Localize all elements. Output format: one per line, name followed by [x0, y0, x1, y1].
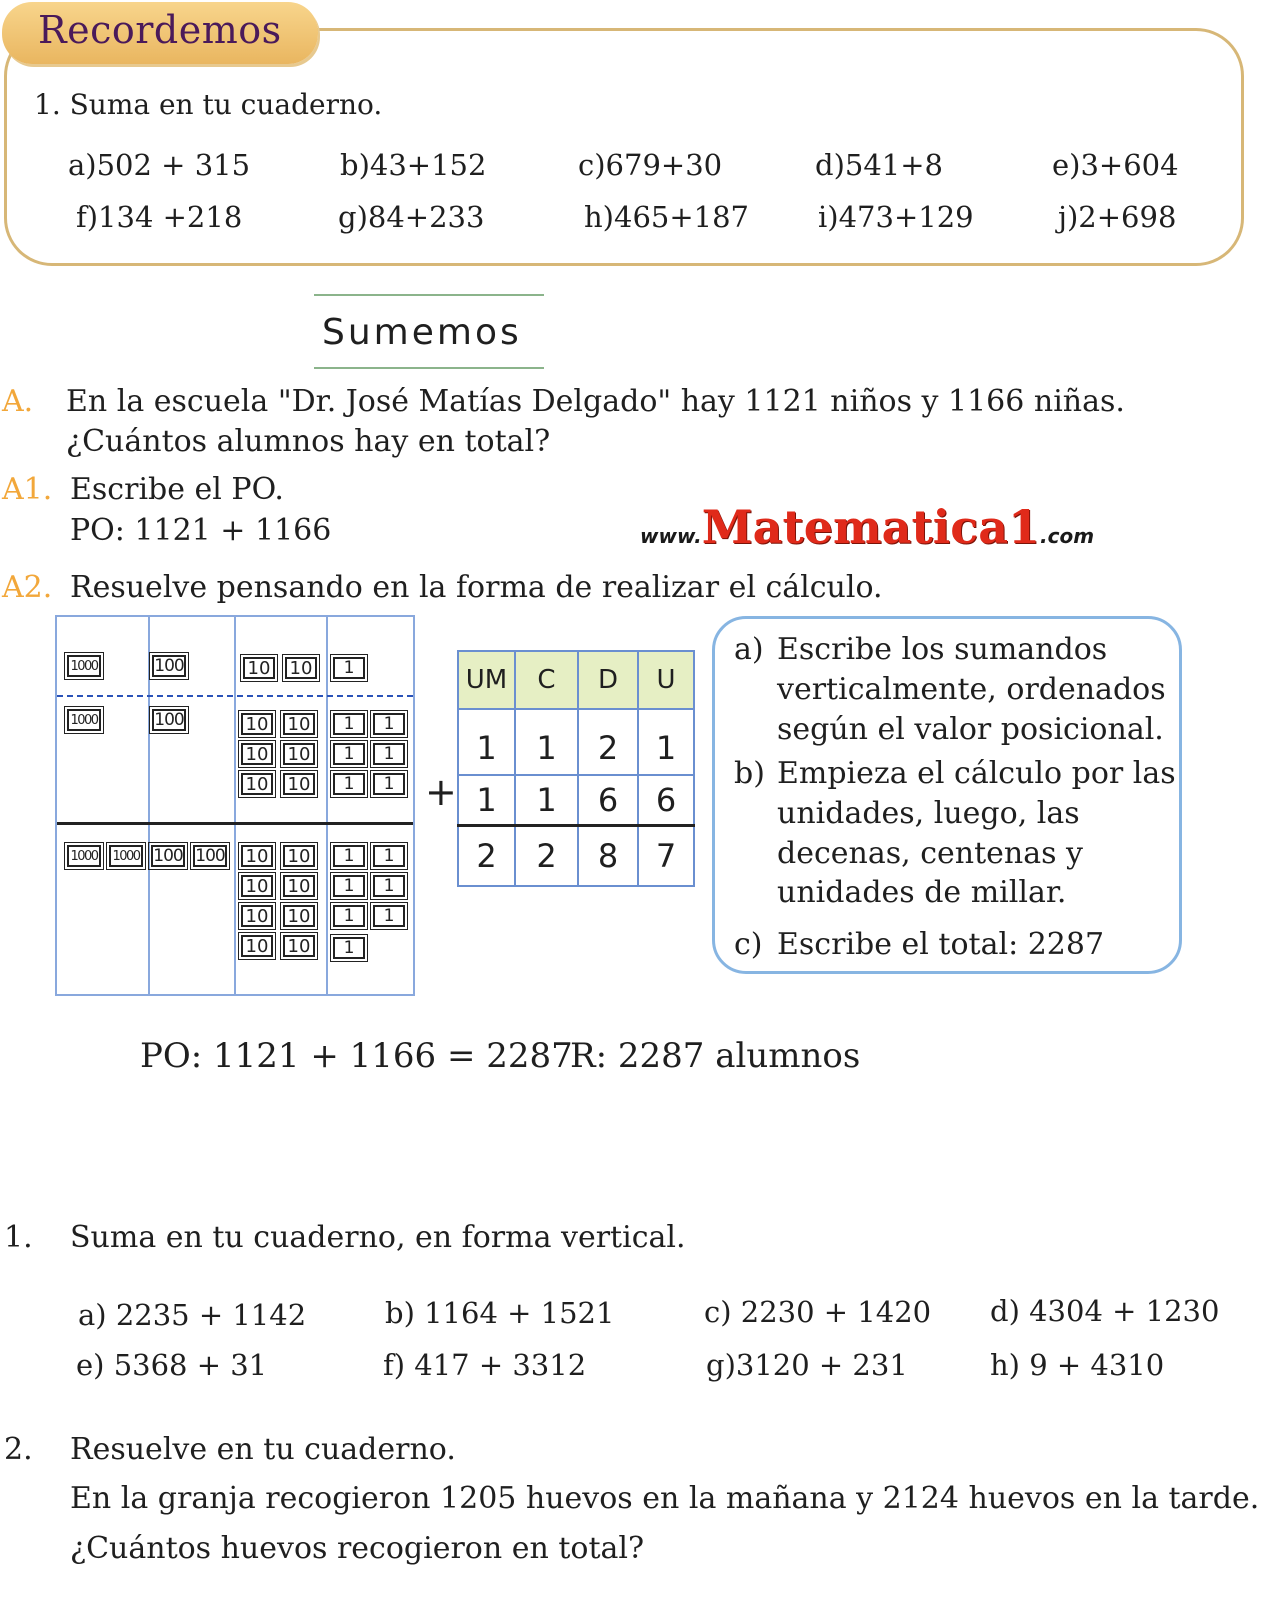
recordemos-exercise-b: b)43+152 — [340, 148, 487, 182]
exercise1-item-d: d) 4304 + 1230 — [990, 1294, 1220, 1328]
thousand-block: 1000 — [67, 655, 101, 677]
unit-block: 1 — [373, 743, 405, 765]
ten-block: 10 — [241, 875, 273, 897]
exercise2-line2: ¿Cuántos huevos recogieron en total? — [70, 1531, 645, 1566]
unit-block: 1 — [333, 875, 365, 897]
instruction-b-line2: unidades, luego, las — [777, 796, 1080, 831]
sum-d: 8 — [578, 826, 638, 887]
addend1-um: 1 — [458, 709, 515, 775]
unit-block: 1 — [373, 713, 405, 735]
addend2-d: 6 — [578, 775, 638, 826]
sumemos-title: Sumemos — [322, 312, 522, 353]
ten-block: 10 — [241, 845, 273, 867]
ten-block: 10 — [283, 905, 315, 927]
exercise1-item-g: g)3120 + 231 — [706, 1348, 908, 1382]
recordemos-instruction: 1. Suma en tu cuaderno. — [34, 88, 383, 121]
unit-block: 1 — [333, 713, 365, 735]
exercise1-item-c: c) 2230 + 1420 — [704, 1295, 932, 1329]
recordemos-title: Recordemos — [38, 8, 282, 52]
result-po: PO: 1121 + 1166 = 2287 — [140, 1036, 573, 1076]
exercise1-item-e: e) 5368 + 31 — [76, 1348, 268, 1382]
instruction-b-line4: unidades de millar. — [777, 875, 1067, 910]
result-r: R: 2287 alumnos — [570, 1036, 861, 1076]
exercise2-number: 2. — [4, 1432, 33, 1467]
instruction-c-line1: Escribe el total: 2287 — [777, 927, 1105, 962]
exercise2-instruction: Resuelve en tu cuaderno. — [70, 1432, 456, 1467]
ten-block: 10 — [283, 845, 315, 867]
exercise1-item-f: f) 417 + 3312 — [383, 1348, 587, 1382]
ten-block: 10 — [283, 935, 315, 957]
unit-block: 1 — [373, 905, 405, 927]
unit-block: 1 — [333, 937, 365, 959]
instruction-a-line2: verticalmente, ordenados — [777, 672, 1166, 707]
recordemos-exercise-g: g)84+233 — [338, 200, 485, 234]
ten-block: 10 — [285, 657, 317, 679]
header-um: UM — [458, 651, 515, 709]
addend1-d: 2 — [578, 709, 638, 775]
exercise1-instruction: Suma en tu cuaderno, en forma vertical. — [70, 1220, 686, 1255]
header-d: D — [578, 651, 638, 709]
addend2-u: 6 — [638, 775, 694, 826]
ten-block: 10 — [283, 713, 315, 735]
unit-block: 1 — [333, 743, 365, 765]
recordemos-exercise-e: e)3+604 — [1052, 148, 1179, 182]
a1-line1: Escribe el PO. — [70, 472, 284, 507]
unit-block: 1 — [373, 845, 405, 867]
hundred-block: 100 — [152, 655, 186, 677]
ten-block: 10 — [283, 743, 315, 765]
unit-block: 1 — [333, 845, 365, 867]
thousand-block: 1000 — [67, 845, 101, 867]
watermark-suffix: .com — [1040, 524, 1095, 548]
recordemos-exercise-c: c)679+30 — [578, 148, 723, 182]
place-value-table — [457, 650, 695, 887]
hundred-block: 100 — [193, 845, 227, 867]
ten-block: 10 — [241, 743, 273, 765]
unit-block: 1 — [333, 657, 365, 679]
watermark-logo — [640, 500, 1094, 554]
header-c: C — [515, 651, 578, 709]
base-ten-blocks-diagram — [55, 615, 415, 996]
ten-block: 10 — [241, 935, 273, 957]
hundred-block: 100 — [152, 709, 186, 731]
recordemos-exercise-i: i)473+129 — [818, 200, 974, 234]
sumemos-rule-bottom — [314, 367, 544, 369]
sum-c: 2 — [515, 826, 578, 887]
recordemos-exercise-h: h)465+187 — [584, 200, 749, 234]
problem-a-line1: En la escuela "Dr. José Matías Delgado" hay 1121 niños y 1166 niñas. — [66, 384, 1125, 419]
ten-block: 10 — [283, 875, 315, 897]
ten-block: 10 — [241, 905, 273, 927]
ten-block: 10 — [283, 773, 315, 795]
addend2-c: 1 — [515, 775, 578, 826]
thousand-block: 1000 — [109, 845, 143, 867]
addend1-c: 1 — [515, 709, 578, 775]
watermark-brand: Matematica1 — [701, 500, 1041, 554]
instruction-a-line1: Escribe los sumandos — [777, 632, 1108, 667]
dashed-separator — [57, 695, 413, 697]
problem-a-label: A. — [2, 384, 34, 419]
a2-label: A2. — [2, 570, 53, 605]
instruction-b-line3: decenas, centenas y — [777, 836, 1083, 871]
a1-line2: PO: 1121 + 1166 — [70, 513, 332, 548]
problem-a-line2: ¿Cuántos alumnos hay en total? — [66, 424, 551, 459]
sum-u: 7 — [638, 826, 694, 887]
ten-block: 10 — [241, 713, 273, 735]
ten-block: 10 — [243, 657, 275, 679]
a2-text: Resuelve pensando en la forma de realizar el cálculo. — [70, 570, 883, 605]
column-divider — [148, 617, 150, 994]
instruction-a-label: a) — [734, 632, 764, 667]
exercise1-number: 1. — [4, 1220, 33, 1255]
watermark-prefix: www. — [640, 524, 702, 548]
column-divider — [326, 617, 328, 994]
column-divider — [234, 617, 236, 994]
instruction-a-line3: según el valor posicional. — [777, 712, 1164, 747]
instruction-b-label: b) — [734, 756, 765, 791]
exercise1-item-b: b) 1164 + 1521 — [385, 1296, 615, 1330]
recordemos-exercise-a: a)502 + 315 — [68, 148, 251, 182]
sum-separator — [57, 822, 413, 825]
hundred-block: 100 — [151, 845, 185, 867]
addend1-u: 1 — [638, 709, 694, 775]
recordemos-exercise-f: f)134 +218 — [76, 200, 243, 234]
instruction-b-line1: Empieza el cálculo por las — [777, 756, 1176, 791]
thousand-block: 1000 — [67, 709, 101, 731]
a1-label: A1. — [2, 472, 53, 507]
ten-block: 10 — [241, 773, 273, 795]
unit-block: 1 — [333, 773, 365, 795]
unit-block: 1 — [373, 875, 405, 897]
unit-block: 1 — [333, 905, 365, 927]
instruction-c-label: c) — [734, 927, 763, 962]
addend2-um: 1 — [458, 775, 515, 826]
recordemos-exercise-j: j)2+698 — [1058, 200, 1177, 234]
exercise1-item-h: h) 9 + 4310 — [990, 1348, 1165, 1382]
sum-um: 2 — [458, 826, 515, 887]
exercise1-item-a: a) 2235 + 1142 — [78, 1298, 307, 1332]
header-u: U — [638, 651, 694, 709]
sumemos-rule-top — [314, 294, 544, 296]
recordemos-exercise-d: d)541+8 — [815, 148, 943, 182]
unit-block: 1 — [373, 773, 405, 795]
plus-sign: + — [425, 770, 457, 814]
exercise2-line1: En la granja recogieron 1205 huevos en la mañana y 2124 huevos en la tarde. — [70, 1481, 1260, 1516]
